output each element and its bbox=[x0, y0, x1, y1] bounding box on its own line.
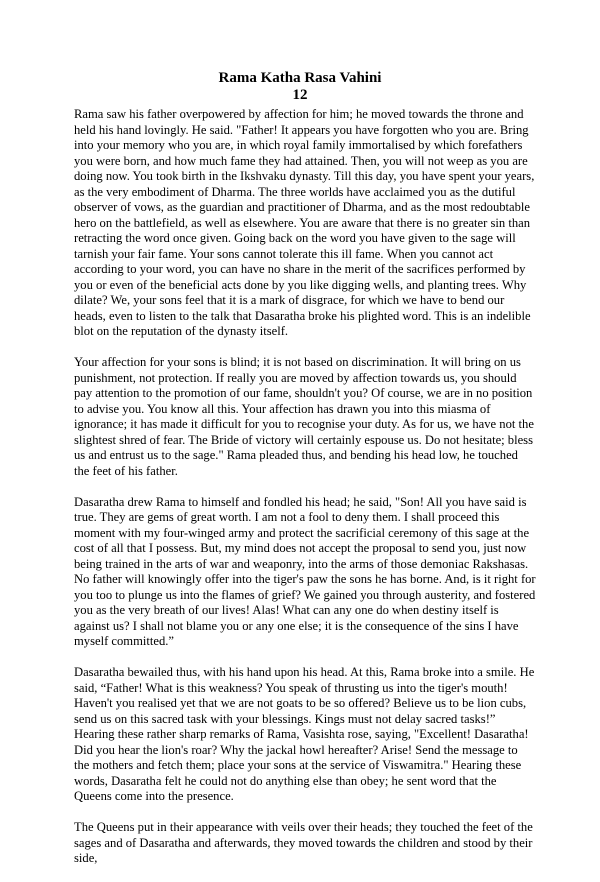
paragraph: Your affection for your sons is blind; it is not based on discrimination. It will bring on us punishment, not protection. If really you are moved by affection towards us, you should pay attention to the promotion of our fame, shouldn't you? Of course, we are in no position to advise you. You know all this. Your affection has drawn you into this miasma of ignorance; it has made it difficult for you to recognise your duty. As for us, we have not the slightest shred of fear. The Bride of victory will certainly espouse us. Do not hesitate; bless us and entrust us to the sage." Rama pleaded thus, and bending his head low, he touched the feet of his father. bbox=[74, 355, 534, 478]
page-header bbox=[0, 70, 600, 104]
paragraph: Dasaratha drew Rama to himself and fondled his head; he said, "Son! All you have said is true. They are gems of great worth. I am not a fool to deny them. I shall proceed this moment with my four-winged army and protect the sacrificial ceremony of this sage at the cost of all that I possess. But, my mind does not accept the proposal to send you, just now being trained in the arts of war and weaponry, into the arms of those demoniac Rakshasas. No father will knowingly offer into the tiger's paw the sons he has borne. And, is it right for you too to plunge us into the flames of grief? We gained you through austerity, and fostered you as the very breath of our lives! Alas! What can any one do when destiny itself is against us? I shall not blame you or any one else; it is the consequence of the sins I have myself committed.” bbox=[74, 494, 536, 648]
document-body bbox=[74, 107, 536, 882]
page-number: 12 bbox=[292, 87, 308, 103]
paragraph: Rama saw his father overpowered by affection for him; he moved towards the throne and held his hand lovingly. He said. "Father! It appears you have forgotten who you are. Bring into your memory who you are, in which royal family immortalised by which forefathers you were born, and how much fame they had attained. Then, you will not weep as you are doing now. You took birth in the Ikshvaku dynasty. Till this day, you have spent your years, as the very embodiment of Dharma. The three worlds have acclaimed you as the dutiful observer of vows, as the guardian and practitioner of Dharma, and as the most redoubtable hero on the battlefield, as well as elsewhere. You are aware that there is no greater sin than retracting the word once given. Going back on the word you have given to the sage will tarnish your fair fame. Your sons cannot tolerate this ill fame. When you cannot act according to your word, you can have no share in the merit of the sacrifices performed by you or even of the beneficial acts done by you like digging wells, and planting trees. Why dilate? We, your sons feel that it is a mark of disgrace, for which we have to bend our heads, even to listen to the talk that Dasaratha broke his plighted word. This is an indelible blot on the reputation of the dynasty itself. bbox=[74, 107, 535, 338]
paragraph: The Queens put in their appearance with veils over their heads; they touched the feet of the sages and of Dasaratha and afterwards, they moved towards the children and stood by their side, bbox=[74, 820, 533, 865]
document-title: Rama Katha Rasa Vahini bbox=[218, 70, 382, 86]
paragraph: Dasaratha bewailed thus, with his hand upon his head. At this, Rama broke into a smile. He said, “Father! What is this weakness? You speak of thrusting us into the tiger's mouth! Haven't you realised yet that we are not goats to be so offered? Believe us to be lion cubs, send us on this sacred task with your blessings. Kings must not delay sacred tasks!” Hearing these rather sharp remarks of Rama, Vasishta rose, saying, "Excellent! Dasaratha! Did you hear the lion's roar? Why the jackal howl hereafter? Arise! Send the message to the mothers and fetch them; place your sons at the service of Viswamitra." Hearing these words, Dasaratha felt he could not do anything else than obey; he sent word that the Queens come into the presence. bbox=[74, 665, 535, 803]
